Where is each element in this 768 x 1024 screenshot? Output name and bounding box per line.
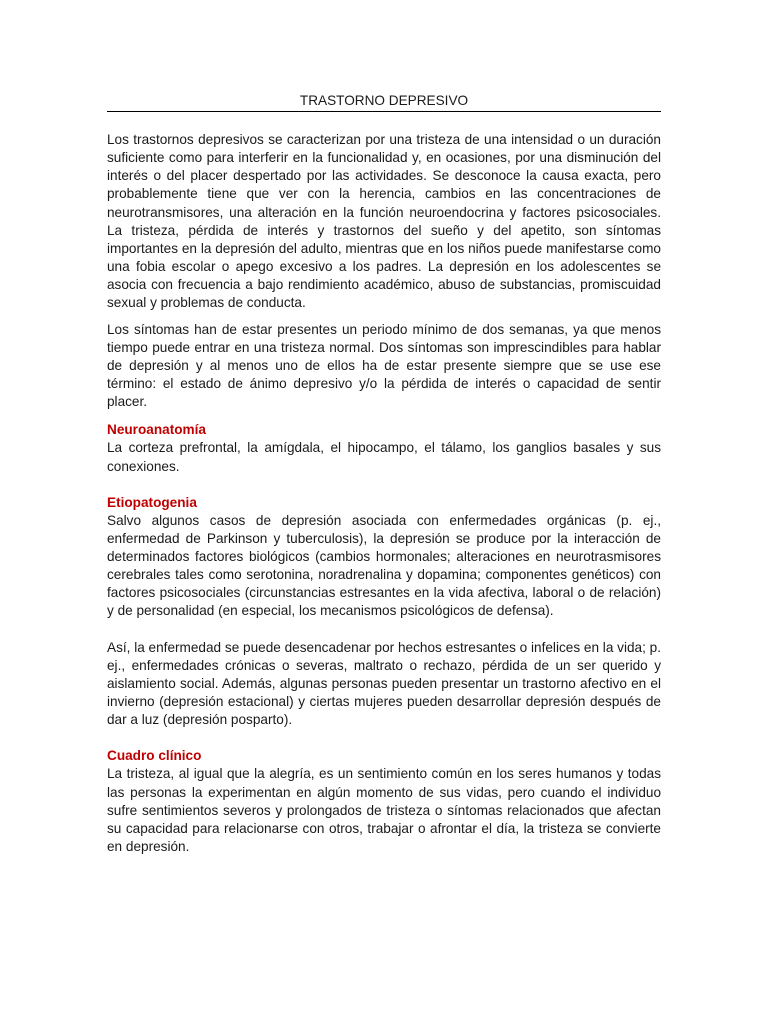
section-neuroanatomia — [107, 421, 661, 475]
section-paragraph: Salvo algunos casos de depresión asociada con enfermedades orgánicas (p. ej., enfermedad de Parkinson y tuberculosis), la depresión se produce por la interacción de determinados factores biológicos (cambios hormonales; alteraciones en neurotrasmisores cerebrales tales como serotonina, noradrenalina y dopamina; componentes genéticos) con factores psicosociales (circunstancias estresantes en la vida afectiva, laboral o de relación) y de personalidad (en especial, los mecanismos psicológicos de defensa). — [107, 512, 661, 619]
section-cuadro-clinico — [107, 747, 661, 856]
spacer — [107, 729, 661, 747]
section-heading: Cuadro clínico — [107, 748, 202, 764]
section-heading: Neuroanatomía — [107, 422, 206, 438]
spacer — [107, 112, 661, 131]
document-title: TRASTORNO DEPRESIVO — [107, 92, 661, 112]
intro-paragraph-2: Los síntomas han de estar presentes un periodo mínimo de dos semanas, ya que menos tiempo puede entrar en una tristeza normal. Dos síntomas son imprescindibles para hablar de depresión y al menos uno de ellos ha de estar presente siempre que se use ese término: el estado de ánimo depresivo y/o la pérdida de interés o capacidad de sentir placer. — [107, 321, 661, 410]
section-paragraph: La tristeza, al igual que la alegría, es un sentimiento común en los seres humanos y todas las personas la experimentan en algún momento de sus vidas, pero cuando el individuo sufre sentimientos severos y prolongados de tristeza o síntomas relacionados que afectan su capacidad para relacionarse con otros, trabajar o afrontar el día, la tristeza se convierte en depresión. — [107, 766, 661, 854]
spacer — [107, 411, 661, 421]
section-heading: Etiopatogenia — [107, 494, 197, 510]
section-etiopatogenia — [107, 494, 661, 730]
spacer — [107, 313, 661, 321]
section-paragraph: La corteza prefrontal, la amígdala, el hipocampo, el tálamo, los ganglios basales y sus conexiones. — [107, 440, 661, 474]
section-paragraph: Así, la enfermedad se puede desencadenar por hechos estresantes o infelices en la vida; p. ej., enfermedades crónicas o severas, maltrato o rechazo, pérdida de un ser querido y aislamiento social. Además, algunas personas pueden presentar un trastorno afectivo en el invierno (depresión estacional) y ciertas mujeres pueden desarrollar depresión después de dar a luz (depresión posparto). — [107, 639, 661, 728]
document-page — [107, 92, 661, 856]
intro-paragraph-1: Los trastornos depresivos se caracterizan por una tristeza de una intensidad o un duración suficiente como para interferir en la funcionalidad y, en ocasiones, por una disminución del interés o del placer despertado por las actividades. Se desconoce la causa exacta, pero probablemente tiene que ver con la herencia, cambios en las concentraciones de neurotransmisores, una alteración en la función neuroendocrina y factores psicosociales. La tristeza, pérdida de interés y trastornos del sueño y del apetito, son síntomas importantes en la depresión del adulto, mientras que en los niños puede manifestarse como una fobia escolar o apego excesivo a los padres. La depresión en los adolescentes se asocia con frecuencia a bajo rendimiento académico, abuso de substancias, promiscuidad sexual y problemas de conducta. — [107, 132, 661, 311]
spacer — [107, 476, 661, 494]
spacer — [107, 621, 661, 639]
